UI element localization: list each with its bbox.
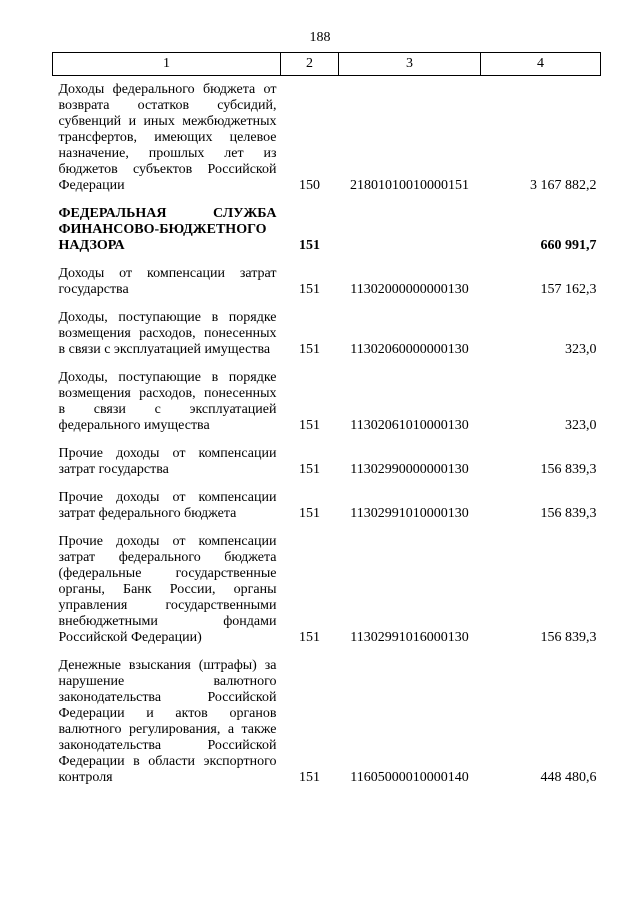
- row-code: 151: [299, 630, 320, 645]
- column-header-2: 2: [281, 53, 339, 76]
- page-number: 188: [309, 30, 331, 45]
- column-header-3: 3: [339, 53, 481, 76]
- column-header-1: 1: [53, 53, 281, 76]
- table-row: [53, 370, 601, 446]
- row-name: Прочие доходы от компенсации затрат федерального бюджета: [58, 490, 277, 521]
- row-name: Прочие доходы от компенсации затрат федерального бюджета (федеральные государственные органы, Банк России, органы управления государственными внебюджетными фондами Российской Федерации): [58, 534, 277, 645]
- header-row: [53, 53, 601, 76]
- row-name: Доходы, поступающие в порядке возмещения расходов, понесенных в связи с эксплуатацией имущества: [58, 310, 277, 357]
- row-kbk: 11605000010000140: [350, 770, 469, 785]
- row-amount: 323,0: [565, 342, 597, 357]
- budget-table: [52, 52, 601, 798]
- table-row: [53, 266, 601, 310]
- row-kbk: 21801010010000151: [350, 178, 469, 193]
- row-code: 150: [299, 178, 320, 193]
- row-name: Доходы, поступающие в порядке возмещения расходов, понесенных в связи с эксплуатацией федерального имущества: [58, 370, 277, 433]
- table-row: [53, 490, 601, 534]
- row-amount: 3 167 882,2: [530, 178, 597, 193]
- row-code: 151: [299, 418, 320, 433]
- row-amount: 157 162,3: [540, 282, 597, 297]
- row-kbk: 11302000000000130: [350, 282, 469, 297]
- row-amount: 448 480,6: [540, 770, 597, 785]
- row-name: ФЕДЕРАЛЬНАЯ СЛУЖБА ФИНАНСОВО-БЮДЖЕТНОГО НАДЗОРА: [58, 206, 277, 253]
- row-name: Денежные взыскания (штрафы) за нарушение валютного законодательства Российской Федерации и актов органов валютного регулирования, а также законодательства Российской Федерации в области экспортного контроля: [58, 658, 277, 785]
- row-kbk: 11302060000000130: [350, 342, 469, 357]
- row-name: Доходы от компенсации затрат государства: [58, 266, 277, 297]
- table-row: [53, 310, 601, 370]
- row-name: Прочие доходы от компенсации затрат государства: [58, 446, 277, 477]
- row-code: 151: [299, 342, 320, 357]
- table-row: [53, 534, 601, 658]
- row-code: 151: [299, 238, 320, 253]
- table-row: [53, 446, 601, 490]
- column-header-4: 4: [481, 53, 601, 76]
- row-kbk: 11302991010000130: [350, 506, 469, 521]
- row-code: 151: [299, 770, 320, 785]
- table-row: [53, 206, 601, 266]
- row-code: 151: [299, 462, 320, 477]
- row-amount: 323,0: [565, 418, 597, 433]
- row-code: 151: [299, 506, 320, 521]
- row-kbk: 11302990000000130: [350, 462, 469, 477]
- row-code: 151: [299, 282, 320, 297]
- row-amount: 156 839,3: [540, 462, 597, 477]
- row-name: Доходы федерального бюджета от возврата остатков субсидий, субвенций и иных межбюджетных трансфертов, имеющих целевое назначение, прошлых лет из бюджетов субъектов Российской Федерации: [58, 82, 277, 193]
- row-amount: 660 991,7: [540, 238, 597, 253]
- row-kbk: 11302991016000130: [350, 630, 469, 645]
- table-row: [53, 658, 601, 798]
- row-amount: 156 839,3: [540, 506, 597, 521]
- row-kbk: [339, 206, 481, 266]
- row-amount: 156 839,3: [540, 630, 597, 645]
- row-kbk: 11302061010000130: [350, 418, 469, 433]
- table-row: [53, 76, 601, 207]
